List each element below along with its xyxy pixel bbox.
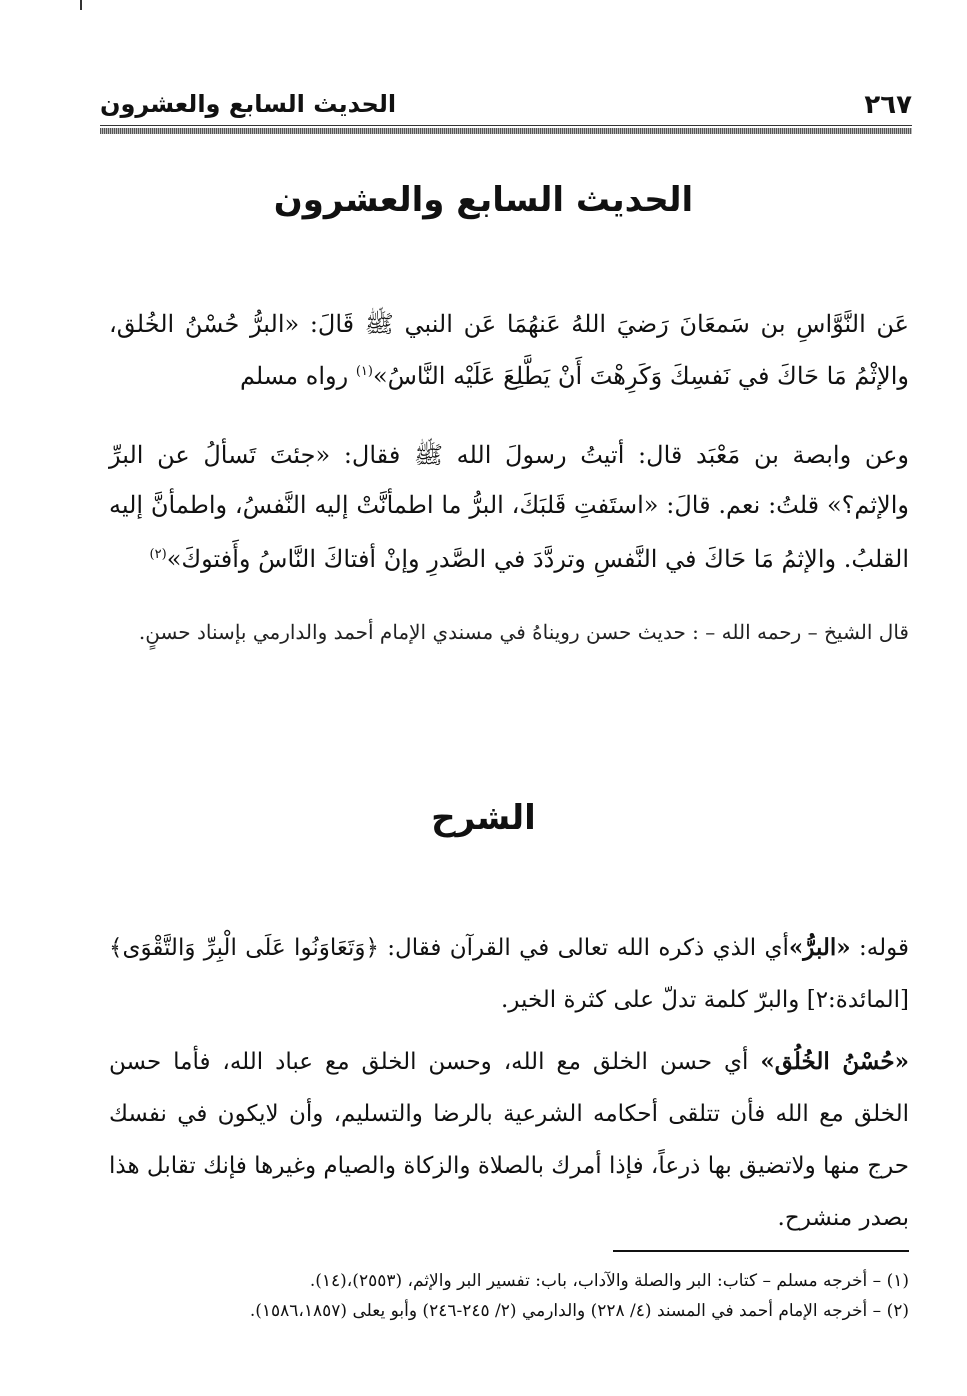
- footnote-1: (١) – أخرجه مسلم – كتاب: البر والصلة والآداب، باب: تفسير البر والإثم، (٢٥٥٣)،(١٤).: [309, 1271, 909, 1291]
- running-header-title: الحديث السابع والعشرون: [100, 90, 397, 118]
- hadith-text-1: عَن النَّوَّاسِ بن سَمعَانَ رَضيَ اللهُ عَنهُمَا عَن النبي ﷺ قَالَ: «البرُّ حُسْنُ الخُلق، والإثْمُ مَا حَاكَ في نَفسِكَ وَكَرِهْتَ أَنْ يَطَّلِعَ عَلَيْه النَّاسُ»: [109, 310, 909, 390]
- header-rule: [100, 128, 912, 134]
- hadith-title: الحديث السابع والعشرون: [273, 180, 694, 220]
- footnote-2: (٢) – أخرجه الإمام أحمد في المسند (٤/ ٢٢٨) والدارمي (٢/ ٢٤٥-٢٤٦) وأبو يعلى (١٥٨٦،١٨٥٧).: [249, 1301, 909, 1321]
- footnote-ref-1: (١): [355, 364, 373, 379]
- footnote-ref-2: (٢): [149, 547, 167, 562]
- sharh-title: الشرح: [431, 798, 536, 838]
- sharh-body-2: أي حسن الخلق مع الله، وحسن الخلق مع عباد الله، فأما حسن الخلق مع الله فأن تتلقى أحكامه الشرعية بالرضا والتسليم، وأن لايكون في نفسك حرج منها ولاتضيق بها ذرعاً، فإذا أمرك بالصلاة والزكاة والصيام وغيرها فإنك تقابل هذا بصدر منشرح.: [109, 1049, 909, 1231]
- footnote-rule: [613, 1250, 909, 1252]
- header-rule-thin: [100, 125, 912, 126]
- hadith-paragraph-1: [109, 300, 909, 400]
- sharh-body-1: أي الذي ذكره الله تعالى في القرآن فقال: ﴿وَتَعَاوَنُوا عَلَى الْبِرِّ وَالتَّقْوَى﴾ [المائدة:٢] والبرّ كلمة تدلّ على كثرة الخير.: [109, 935, 909, 1013]
- term-birr: «البرُّ»: [788, 934, 851, 961]
- hadith-source-1: رواه مسلم: [239, 362, 356, 390]
- term-husn-khuluq: «حُسْنُ الخُلُق»: [760, 1048, 910, 1075]
- scan-mark: [80, 0, 82, 10]
- sharh-paragraph-2: [109, 1036, 909, 1244]
- sharh-lead: قوله:: [850, 935, 909, 961]
- hadith-paragraph-2: [109, 430, 909, 584]
- sharh-paragraph-1: [109, 922, 909, 1026]
- hadith-text-2: وعن وابصة بن مَعْبَد قال: أتيتُ رسولَ الله ﷺ فقال: «جئتَ تَسألُ عن البرِّ والإثم؟» قلتُ: نعم. قالَ: «استَفتِ قَلبَكَ، البرُّ ما اطمأنَّتْ إليه النَّفسُ، واطمأنَّ إليه القلبُ. والإثمُ مَا حَاكَ في النَّفسِ وتردَّدَ في الصَّدرِ وإنْ أفتاكَ النَّاسُ وأَفتوكَ»: [109, 441, 909, 573]
- page-number: ٢٦٧: [864, 90, 912, 120]
- sheikh-note: قال الشيخ – رحمه الله – : حديث حسن رويناهُ في مسندي الإمام أحمد والدارمي بإسناد حسنٍ.: [138, 620, 909, 644]
- footnotes: [99, 1266, 909, 1326]
- running-header: [100, 84, 912, 124]
